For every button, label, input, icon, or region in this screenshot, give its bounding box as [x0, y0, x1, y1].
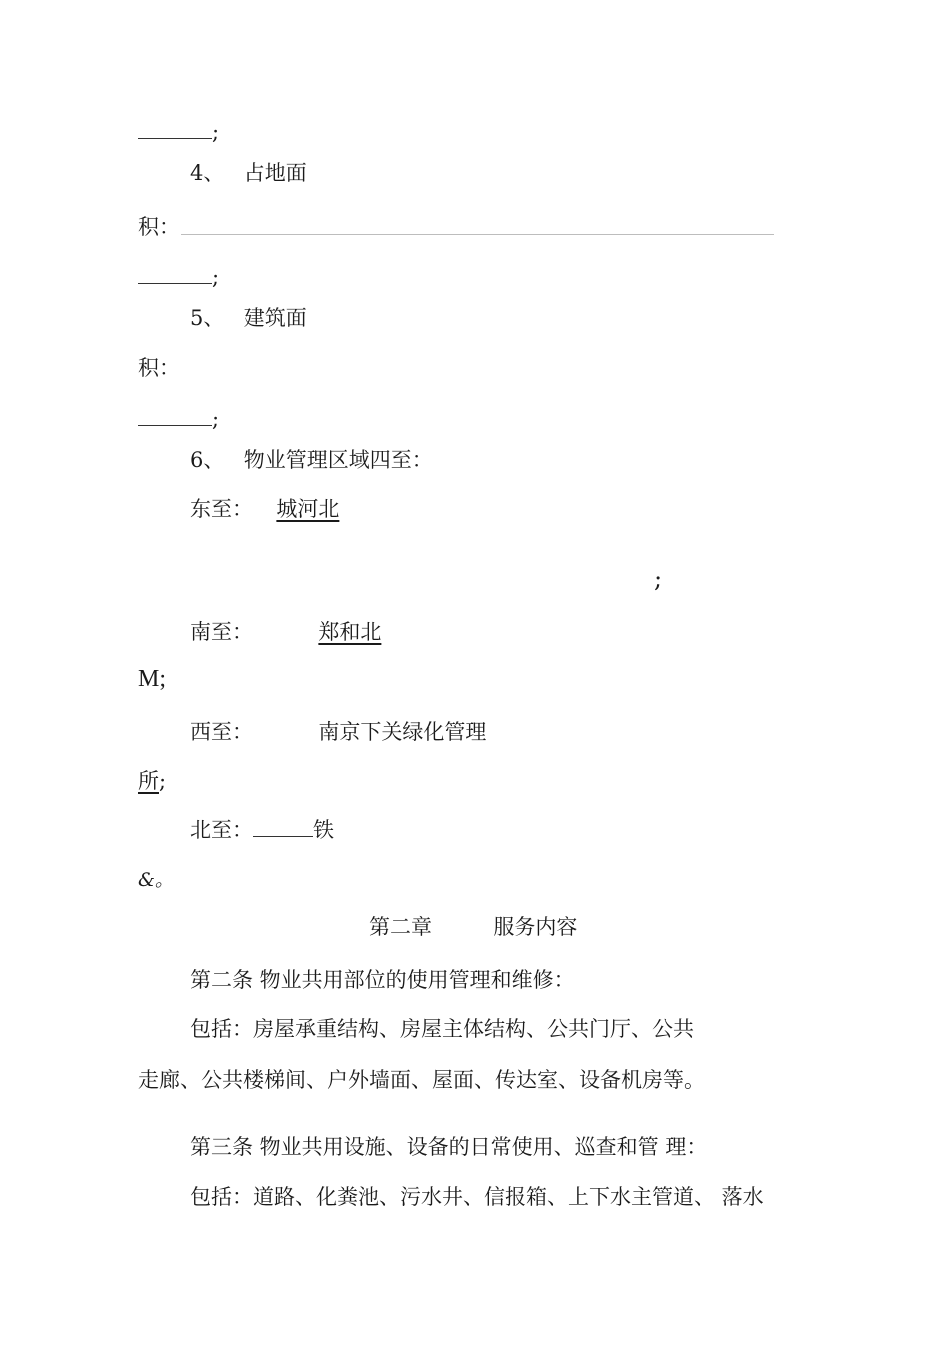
article-2-title: 第二条 物业共用部位的使用管理和维修： — [190, 968, 575, 992]
semicolon: ; — [212, 120, 220, 144]
semicolon: ; — [212, 407, 220, 431]
item-4-continuation — [138, 213, 180, 241]
item-number: 6、 — [190, 448, 225, 472]
boundary-label: 西至： — [190, 720, 253, 744]
boundary-east-end — [654, 565, 662, 593]
item-5-continuation — [138, 354, 180, 382]
article-2-body-line-2: 走廊、公共楼梯间、户外墙面、屋面、传达室、设备机房等。 — [138, 1068, 705, 1092]
line-blank-2 — [138, 263, 219, 291]
item-label: 建筑面 — [243, 306, 307, 330]
semicolon: ; — [212, 265, 220, 289]
boundary-south — [190, 618, 381, 646]
boundary-value: 城河北 — [276, 497, 340, 521]
boundary-value-cont: &。 — [138, 869, 174, 891]
line-blank-3 — [138, 405, 219, 433]
boundary-value: 南京下关绿化管理 — [318, 720, 487, 744]
chapter-title: 服务内容 — [493, 915, 578, 939]
fill-blank — [138, 425, 212, 426]
item-number: 5、 — [190, 306, 225, 330]
chapter-heading — [369, 913, 577, 941]
fill-blank — [253, 836, 313, 837]
boundary-north — [190, 816, 334, 844]
boundary-label: 东至： — [190, 497, 253, 521]
line-blank-1 — [138, 118, 219, 146]
boundary-value: 铁 — [313, 818, 334, 842]
item-label-cont: 积： — [138, 215, 180, 239]
item-label: 占地面 — [243, 161, 307, 185]
boundary-value-cont: 所 — [138, 769, 159, 793]
item-6-heading — [190, 446, 433, 474]
item-4-heading — [190, 159, 307, 187]
boundary-value: 郑和北 — [318, 620, 382, 644]
item-number: 4、 — [190, 161, 225, 185]
boundary-south-continuation — [138, 665, 166, 693]
item-label: 物业管理区域四至： — [243, 448, 433, 472]
chapter-number: 第二章 — [369, 915, 432, 939]
fill-blank — [138, 138, 212, 139]
semicolon: ; — [654, 565, 663, 593]
article-3-body-line-1: 包括：道路、化粪池、污水井、信报箱、上下水主管道、 落水 — [190, 1185, 764, 1209]
article-2-body-line-1: 包括：房屋承重结构、房屋主体结构、公共门厅、公共 — [190, 1017, 694, 1041]
boundary-west-continuation — [138, 767, 166, 795]
boundary-value-cont: M; — [138, 666, 167, 692]
boundary-label: 北至： — [190, 818, 253, 842]
underline-rule — [181, 234, 774, 235]
boundary-label: 南至： — [190, 620, 253, 644]
article-3-title: 第三条 物业共用设施、设备的日常使用、巡查和管 理： — [190, 1135, 708, 1159]
boundary-north-continuation — [138, 866, 174, 894]
item-5-heading — [190, 304, 307, 332]
fill-blank — [138, 283, 212, 284]
item-label-cont: 积： — [138, 356, 180, 380]
boundary-west — [190, 718, 486, 746]
semicolon: ; — [159, 769, 167, 793]
boundary-east — [190, 495, 339, 523]
